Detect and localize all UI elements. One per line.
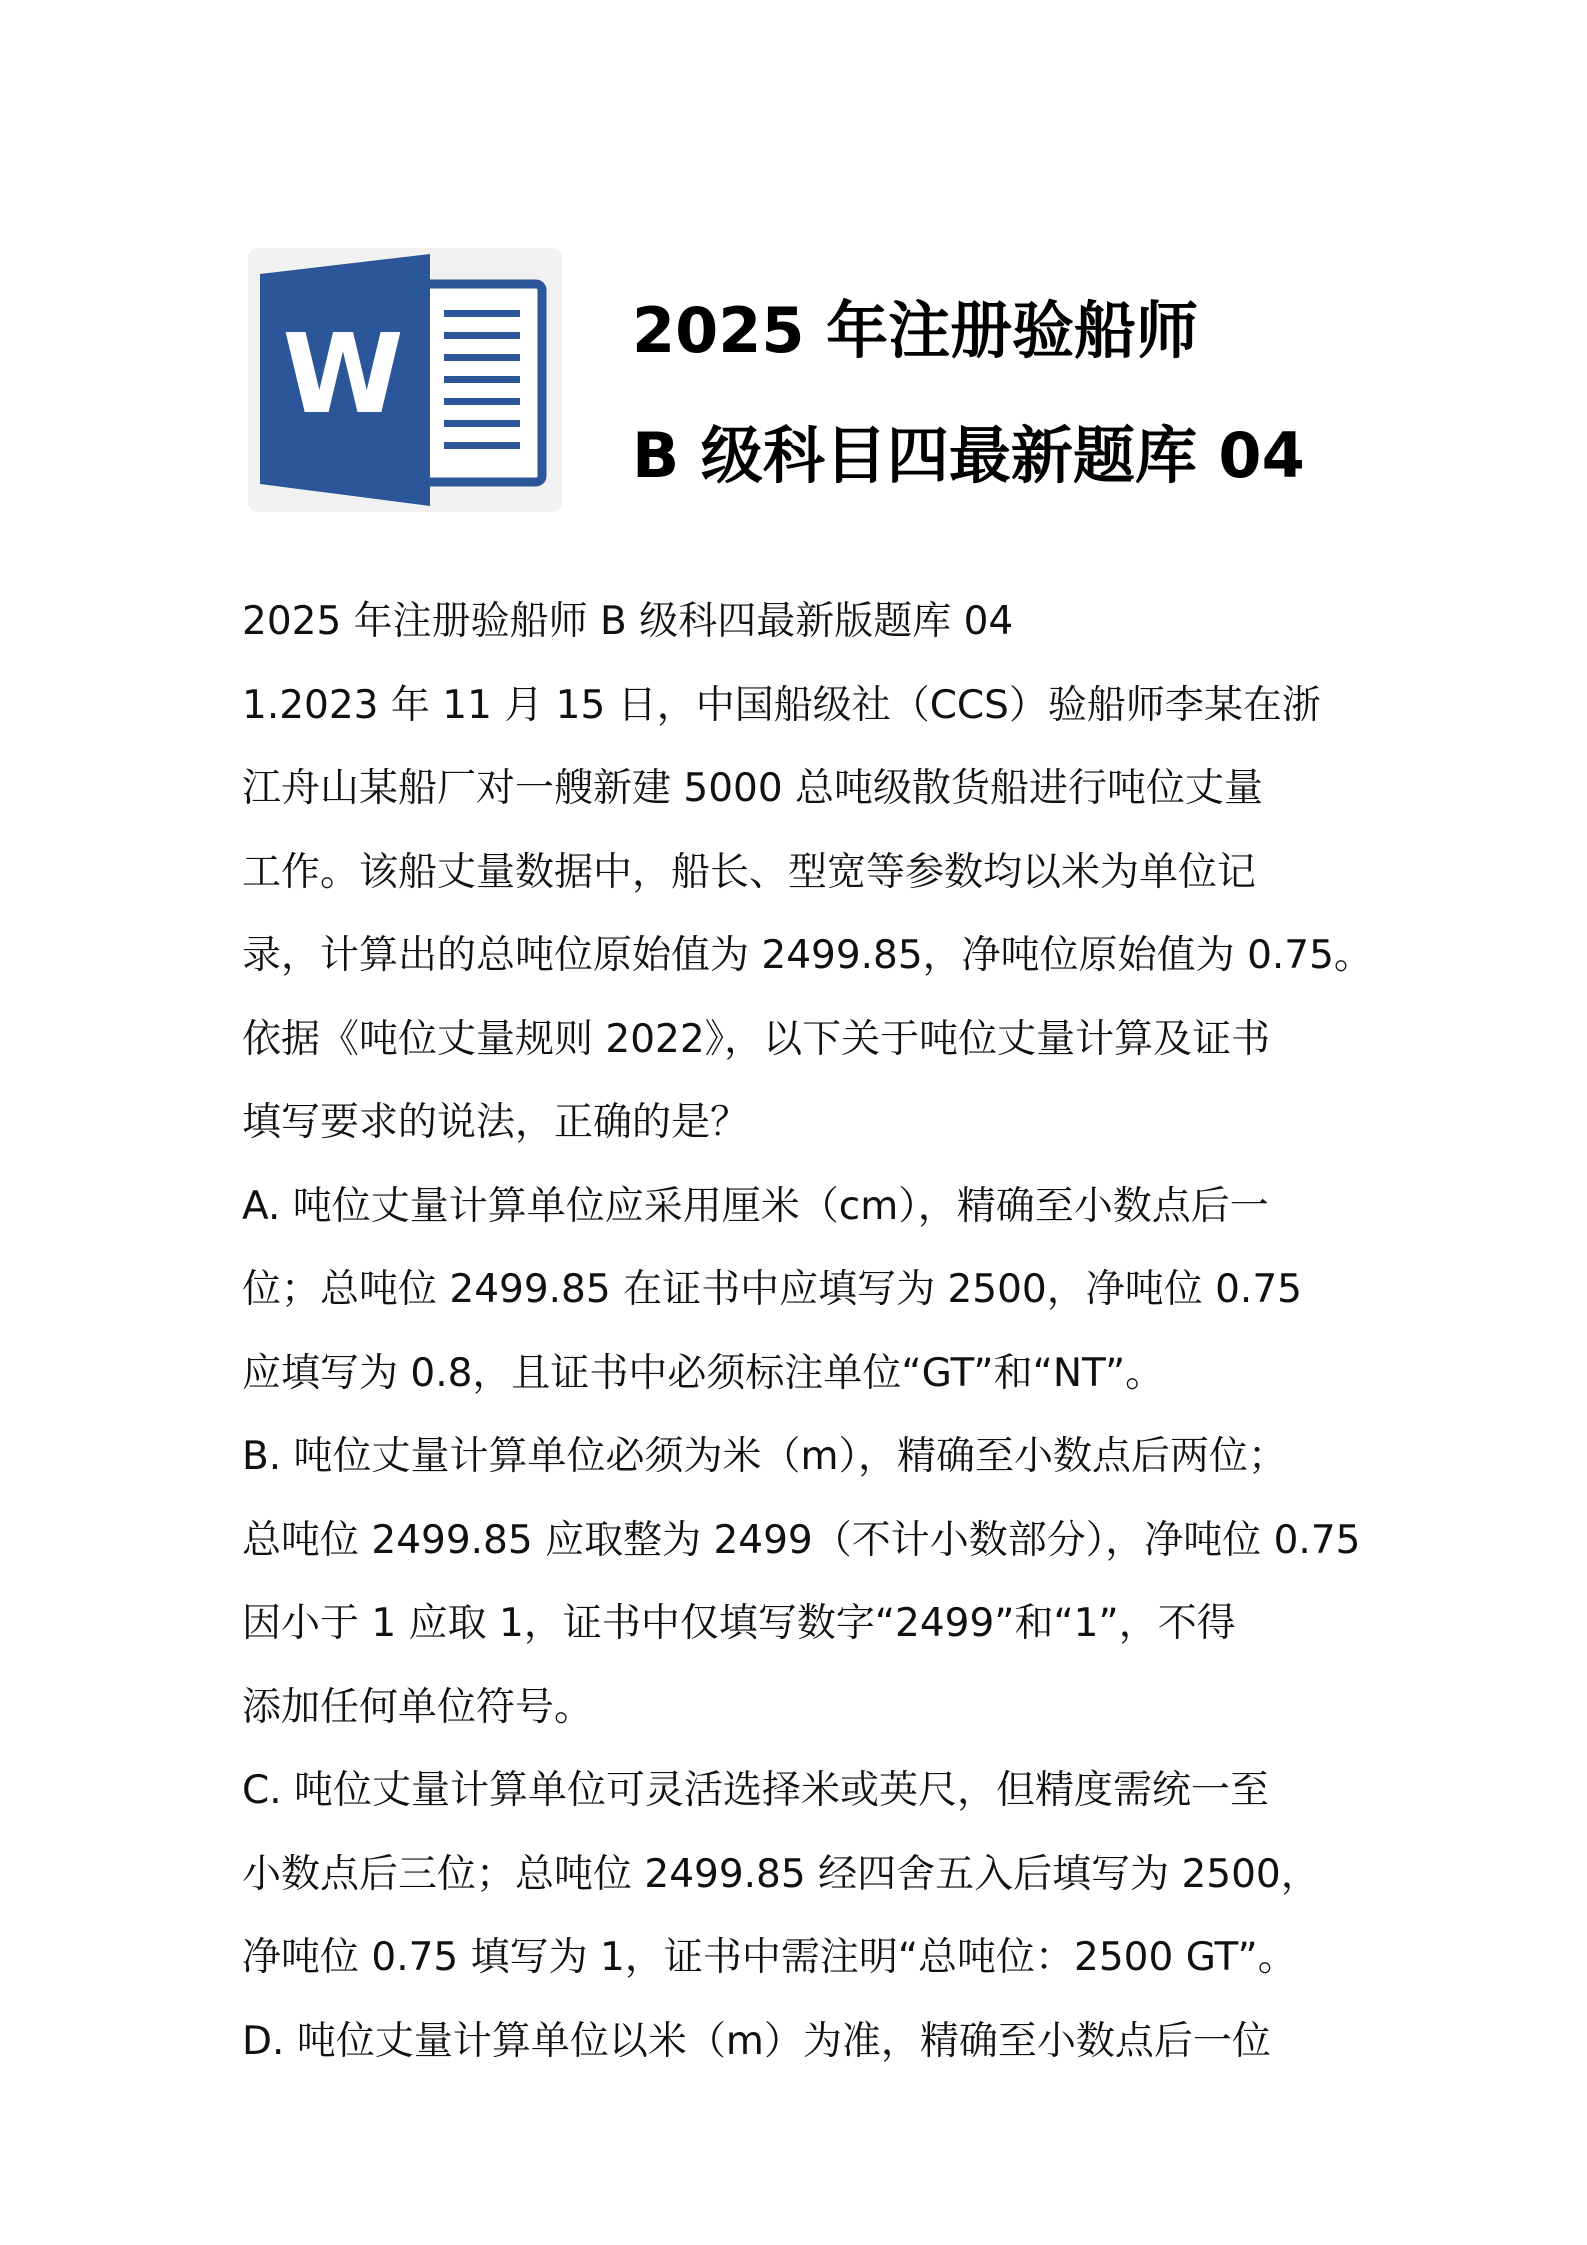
- option-d-line: D. 吨位丈量计算单位以米（m）为准，精确至小数点后一位: [242, 2018, 1271, 2064]
- option-c-line: C. 吨位丈量计算单位可灵活选择米或英尺，但精度需统一至: [242, 1768, 1270, 1813]
- word-logo: [248, 248, 562, 512]
- heading-title-line-2: B 级科目四最新题库 04: [632, 419, 1305, 492]
- question-line: 江舟山某船厂对一艘新建 5000 总吨级散货船进行吨位丈量: [242, 766, 1264, 811]
- option-c-line: 小数点后三位；总吨位 2499.85 经四舍五入后填写为 2500，: [242, 1851, 1320, 1897]
- document-body: [242, 580, 1373, 2083]
- option-a-line: 应填写为 0.8，且证书中必须标注单位“GT”和“NT”。: [242, 1350, 1165, 1396]
- document-subtitle: 2025 年注册验船师 B 级科四最新版题库 04: [242, 599, 1014, 644]
- option-b-line: 总吨位 2499.85 应取整为 2499（不计小数部分），净吨位 0.75: [242, 1517, 1361, 1563]
- question-line: 工作。该船丈量数据中，船长、型宽等参数均以米为单位记: [242, 849, 1257, 895]
- question-line: 录，计算出的总吨位原始值为 2499.85，净吨位原始值为 0.75。: [242, 933, 1373, 978]
- question-stem: [242, 664, 1373, 1165]
- option-b-line: B. 吨位丈量计算单位必须为米（m），精确至小数点后两位；: [242, 1434, 1288, 1479]
- question-line: 1.2023 年 11 月 15 日，中国船级社（CCS）验船师李某在浙: [242, 682, 1321, 728]
- option-c: [242, 1749, 1354, 2000]
- svg-text:W: W: [282, 310, 404, 438]
- option-b-line: 添加任何单位符号。: [242, 1684, 594, 1730]
- option-b-line: 因小于 1 应取 1，证书中仅填写数字“2499”和“1”，不得: [242, 1601, 1236, 1646]
- option-b: [242, 1415, 1361, 1749]
- question-line: 依据《吨位丈量规则 2022》，以下关于吨位丈量计算及证书: [242, 1016, 1271, 1062]
- option-a-line: A. 吨位丈量计算单位应采用厘米（cm），精确至小数点后一: [242, 1183, 1269, 1229]
- heading-title-line-1: 2025 年注册验船师: [632, 294, 1199, 367]
- option-c-line: 净吨位 0.75 填写为 1，证书中需注明“总吨位：2500 GT”。: [242, 1935, 1297, 1980]
- question-line: 填写要求的说法，正确的是？: [242, 1100, 750, 1145]
- option-a: [242, 1165, 1354, 1416]
- option-a-line: 位；总吨位 2499.85 在证书中应填写为 2500，净吨位 0.75: [242, 1267, 1302, 1312]
- option-d: [242, 2000, 1354, 2084]
- microsoft-word-icon: [248, 248, 562, 512]
